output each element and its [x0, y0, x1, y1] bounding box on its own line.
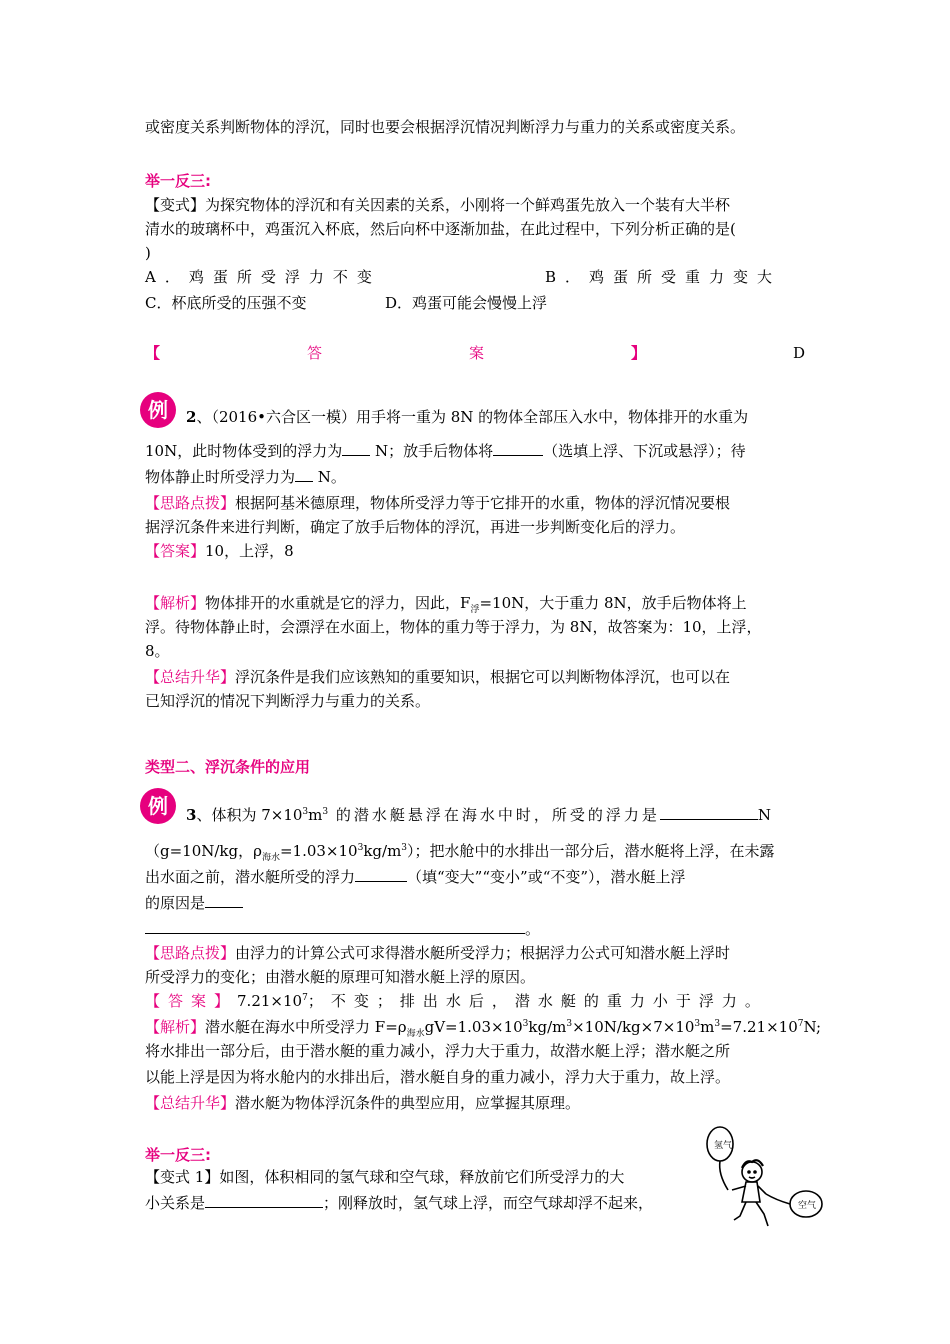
heading-practice-1: 举一反三: [145, 172, 211, 190]
blank[interactable] [145, 918, 525, 934]
blank[interactable] [295, 466, 313, 482]
example3-analysis-1: 【解析】潜水艇在海水中所受浮力 $F=\rho_{海水}gV=1.03\times 10^3kg/m^3\times 10N/kg\times 7\times 10^3m^3=7.21\times 10^7N$; [145, 1018, 822, 1039]
variant2-line-2: 小关系是 ；刚释放时，氢气球上浮，而空气球却浮不起来， [145, 1194, 654, 1212]
answer-bracket-open: 【 [145, 344, 161, 362]
variant-line-2: 清水的玻璃杯中，鸡蛋沉入杯底，然后向杯中逐渐加盐，在此过程中，下列分析正确的是( [145, 220, 736, 238]
example3-hint-2: 所受浮力的变化；由潜水艇的原理可知潜水艇上浮的原因。 [145, 968, 536, 986]
option-b: B．鸡蛋所受重力变大 [545, 268, 782, 286]
variant-line-3: ) [145, 244, 151, 262]
example2-summary-2: 已知浮沉的情况下判断浮力与重力的关系。 [145, 692, 431, 710]
example2-analysis-3: 8。 [145, 642, 170, 660]
answer-row-1 [145, 342, 805, 364]
paragraph-intro: 或密度关系判断物体的浮沉，同时也要会根据浮沉情况判断浮力与重力的关系或密度关系。 [145, 118, 746, 136]
balloon-label-air: 空气 [798, 1201, 817, 1211]
variant2-line-1: 【变式 1】如图，体积相同的氢气球和空气球，释放前它们所受浮力的大 [145, 1168, 625, 1186]
example3-answer: 【答案】$7.21\times 10^7$；不变；排出水后，潜水艇的重力小于浮力。 [145, 992, 768, 1010]
option-d: D．鸡蛋可能会慢慢上浮 [385, 294, 548, 312]
answer-char-2: 案 [468, 344, 484, 362]
answer-char-1: 答 [306, 344, 322, 362]
example3-line-5: 。 [145, 918, 540, 940]
example2-summary-1: 【总结升华】浮沉条件是我们应该熟知的重要知识，根据它可以判断物体浮沉，也可以在 [145, 668, 731, 686]
example2-answer: 【答案】10，上浮，8 [145, 542, 294, 560]
answer-value: D [792, 344, 805, 362]
blank[interactable] [205, 1192, 323, 1208]
blank[interactable] [493, 440, 543, 456]
variant-line-1: 【变式】为探究物体的浮沉和有关因素的关系，小刚将一个鲜鸡蛋先放入一个装有大半杯 [145, 196, 731, 214]
heading-practice-2: 举一反三: [145, 1146, 211, 1164]
example2-analysis-2: 浮。待物体静止时，会漂浮在水面上，物体的重力等于浮力，为 8N，故答案为：10，上浮， [145, 618, 762, 636]
balloon-kid-illustration [702, 1124, 826, 1234]
example2-hint-2: 据浮沉条件来进行判断，确定了放手后物体的浮沉，再进一步判断变化后的浮力。 [145, 518, 686, 536]
example3-analysis-3: 以能上浮是因为将水舱内的水排出后，潜水艇自身的重力减小，浮力大于重力，故上浮。 [145, 1068, 731, 1086]
example3-line-4: 的原因是 [145, 892, 243, 914]
section-heading-type2: 类型二、浮沉条件的应用 [145, 758, 311, 776]
example2-line-3: 物体静止时所受浮力为 N。 [145, 468, 346, 486]
example-badge-2: 例 [140, 392, 176, 428]
blank[interactable] [660, 804, 758, 820]
example2-analysis-1: 【解析】物体排开的水重就是它的浮力，因此，$F_浮=10N$，大于重力 8N，放手后物体将上 [145, 594, 747, 615]
blank[interactable] [205, 892, 243, 908]
example3-line-1: 3、体积为 $7\times 10^3m^3$ 的潜水艇悬浮在海水中时，所受的浮力是 N [186, 806, 772, 824]
example3-line-3: 出水面之前，潜水艇所受的浮力 （填“变大”“变小”或“不变”），潜水艇上浮 [145, 868, 686, 886]
example-badge-3: 例 [140, 788, 176, 824]
option-a: A．鸡蛋所受浮力不变 [145, 268, 381, 286]
balloon-label-hydrogen: 氢气 [714, 1141, 733, 1151]
blank[interactable] [355, 866, 407, 882]
example2-line-2: 10N，此时物体受到的浮力为 N；放手后物体将 （选填上浮、下沉或悬浮）；待 [145, 442, 746, 460]
example2-hint-1: 【思路点拨】根据阿基米德原理，物体所受浮力等于它排开的水重，物体的浮沉情况要根 [145, 494, 731, 512]
blank[interactable] [342, 440, 370, 456]
example3-hint-1: 【思路点拨】由浮力的计算公式可求得潜水艇所受浮力；根据浮力公式可知潜水艇上浮时 [145, 944, 731, 962]
example2-line-1: 2、（2016•六合区一模）用手将一重为 8N 的物体全部压入水中，物体排开的水重为 [186, 408, 749, 426]
option-c: C．杯底所受的压强不变 [145, 294, 307, 312]
example3-summary: 【总结升华】潜水艇为物体浮沉条件的典型应用，应掌握其原理。 [145, 1094, 581, 1112]
answer-bracket-close: 】 [630, 344, 646, 362]
example3-line-2: （g=10N/kg，$\rho_{海水}=1.03\times 10^3kg/m^3$）；把水舱中的水排出一部分后，潜水艇将上浮，在未露 [145, 842, 775, 863]
example3-analysis-2: 将水排出一部分后，由于潜水艇的重力减小，浮力大于重力，故潜水艇上浮；潜水艇之所 [145, 1042, 731, 1060]
